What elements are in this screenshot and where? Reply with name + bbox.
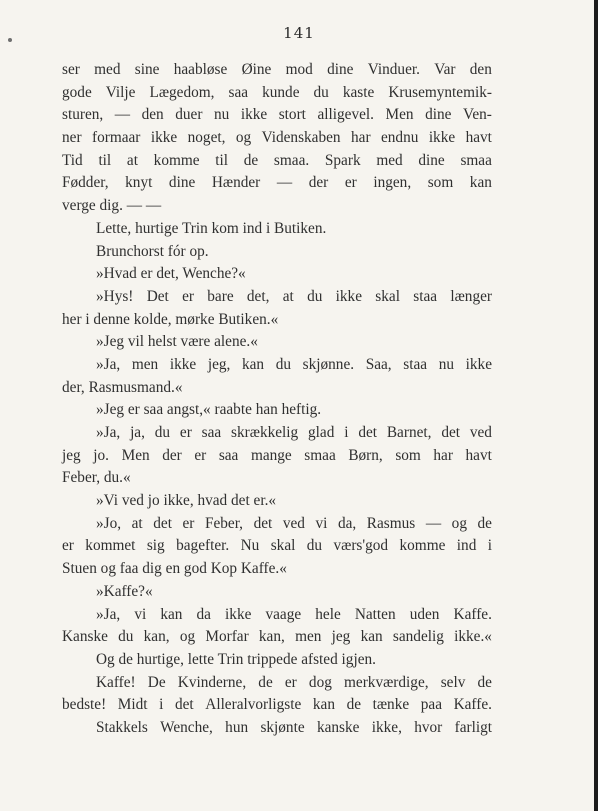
text-line: er kommet sig bagefter. Nu skal du værs'god komme ind i [62, 537, 492, 555]
text-line: der, Rasmusmand.« [62, 378, 183, 396]
text-line: »Vi ved jo ikke, hvad det er.« [96, 492, 277, 510]
text-line: Lette, hurtige Trin kom ind i Butiken. [96, 219, 327, 237]
text-line: »Ja, ja, du er saa skrækkelig glad i det Barnet, det ved [96, 424, 492, 441]
text-line: Og de hurtige, lette Trin trippede afsted igjen. [96, 650, 376, 668]
text-line: her i denne kolde, mørke Butiken.« [62, 310, 279, 328]
page-number: 141 [283, 24, 315, 42]
text-line: sturen, — den duer nu ikke stort alligevel. Men dine Ven- [62, 106, 492, 124]
text-line: »Ja, vi kan da ikke vaage hele Natten uden Kaffe. [96, 605, 492, 623]
text-line: bedste! Midt i det Alleralvorligste kan de tænke paa Kaffe. [62, 696, 492, 714]
text-line: Stuen og faa dig en god Kop Kaffe.« [62, 560, 287, 578]
text-line: »Jeg er saa angst,« raabte han heftig. [96, 401, 322, 419]
text-line: gode Vilje Lægedom, saa kunde du kaste Krusemyntemik- [62, 83, 492, 101]
text-line: Kanske du kan, og Morfar kan, men jeg kan sandelig ikke.« [62, 628, 492, 646]
text-line: »Jo, at det er Feber, det ved vi da, Rasmus — og de [96, 514, 492, 532]
text-line: »Hys! Det er bare det, at du ikke skal staa længer [96, 287, 492, 305]
text-line: Fødder, knyt dine Hænder — der er ingen, som kan [62, 174, 492, 192]
text-line: »Hvad er det, Wenche?« [96, 265, 246, 283]
text-line: »Jeg vil helst være alene.« [96, 333, 258, 351]
text-line: ser med sine haabløse Øine mod dine Vinduer. Var den [62, 61, 492, 78]
text-line: ner formaar ikke noget, og Videnskaben har endnu ikke havt [62, 129, 492, 147]
text-line: Kaffe! De Kvinderne, de er dog merkværdige, selv de [96, 673, 492, 691]
text-line: Brunchorst fór op. [96, 242, 209, 260]
body-text [62, 59, 492, 740]
text-line: Feber, du.« [62, 469, 131, 487]
text-line: »Kaffe?« [96, 582, 153, 600]
text-line: jeg jo. Men der er saa mange smaa Børn, som har havt [62, 446, 492, 464]
text-line: Tid til at komme til de smaa. Spark med dine smaa [62, 151, 492, 169]
text-line: »Ja, men ikke jeg, kan du skjønne. Saa, staa nu ikke [96, 355, 492, 373]
text-line: verge dig. — — [62, 197, 162, 215]
text-line: Stakkels Wenche, hun skjønte kanske ikke, hvor farligt [96, 718, 492, 736]
